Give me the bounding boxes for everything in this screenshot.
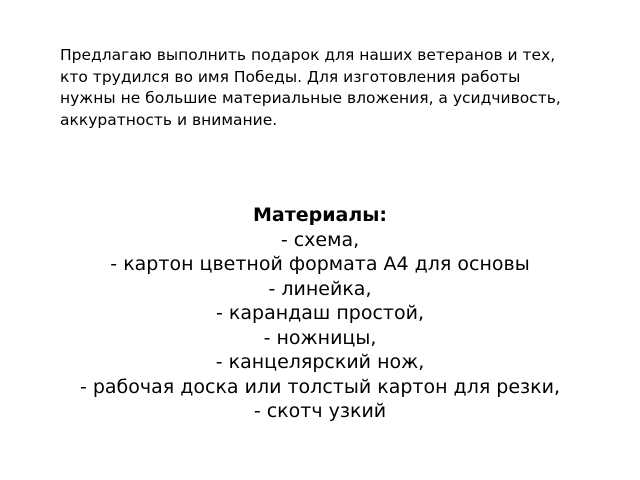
list-item: - рабочая доска или толстый картон для резки, <box>79 375 561 398</box>
materials-list <box>40 228 600 424</box>
intro-paragraph: Предлагаю выполнить подарок для наших ветеранов и тех, кто трудился во имя Победы. Для изготовления работы нужны не большие материальные вложения, а усидчивость, аккуратность и внимание. <box>60 46 561 129</box>
list-item: - картон цветной формата А4 для основы <box>110 253 530 275</box>
list-item: - карандаш простой, <box>216 302 424 324</box>
list-item: - линейка, <box>268 277 372 300</box>
list-item: - ножницы, <box>263 326 377 349</box>
list-item: - канцелярский нож, <box>215 351 425 373</box>
list-item: - схема, <box>280 228 360 251</box>
list-item: - скотч узкий <box>253 400 387 422</box>
materials-section <box>40 203 600 424</box>
materials-heading: Материалы: <box>252 204 388 226</box>
